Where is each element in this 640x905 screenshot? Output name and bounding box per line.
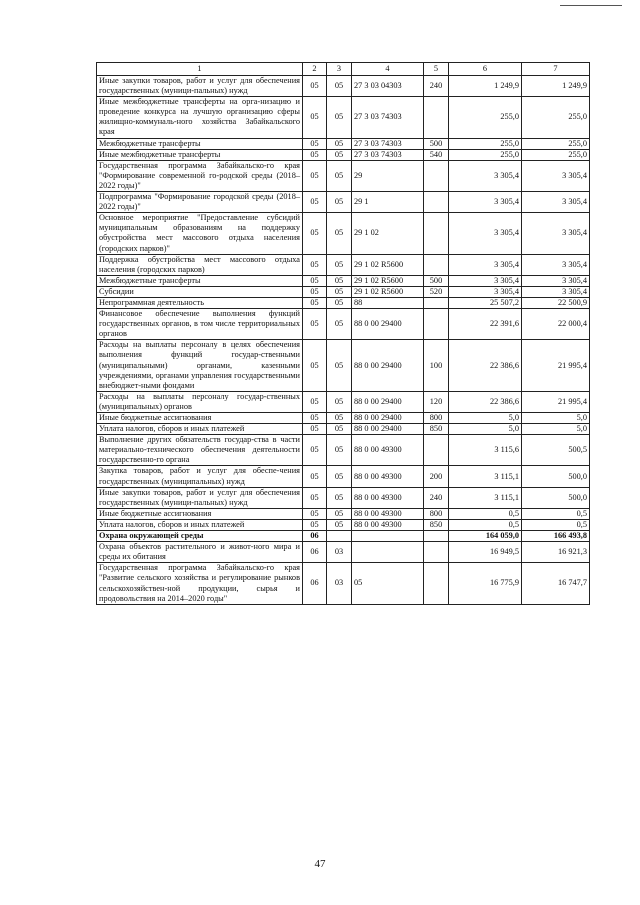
section-code: 05 xyxy=(303,508,327,519)
amount-year-1: 0,5 xyxy=(449,508,522,519)
amount-year-2: 3 305,4 xyxy=(522,275,590,286)
header-cell: 3 xyxy=(327,63,352,76)
table-row xyxy=(97,413,590,424)
section-code: 05 xyxy=(303,424,327,435)
target-article-code: 88 0 00 29400 xyxy=(352,309,424,340)
target-article-code: 88 0 00 29400 xyxy=(352,391,424,412)
row-name: Охрана объектов растительного и живот-ного мира и среды их обитания xyxy=(97,542,303,563)
section-code: 05 xyxy=(303,391,327,412)
expense-type-code: 120 xyxy=(424,391,449,412)
subsection-code: 05 xyxy=(327,466,352,487)
row-name: Закупка товаров, работ и услуг для обеспе-чения государственных (муниципальных) нужд xyxy=(97,466,303,487)
row-name: Основное мероприятие "Предоставление субсидий муниципальным образованиям на поддержку обустройства мест массового отдыха населения (городских парков)" xyxy=(97,213,303,254)
amount-year-1: 164 059,0 xyxy=(449,531,522,542)
table-row xyxy=(97,519,590,530)
expense-type-code: 850 xyxy=(424,424,449,435)
table-row xyxy=(97,275,590,286)
expense-type-code: 850 xyxy=(424,519,449,530)
table-row xyxy=(97,487,590,508)
table-row xyxy=(97,286,590,297)
table-row xyxy=(97,531,590,542)
expense-type-code: 520 xyxy=(424,286,449,297)
row-name: Непрограммная деятельность xyxy=(97,297,303,308)
section-code: 05 xyxy=(303,309,327,340)
target-article-code: 88 0 00 49300 xyxy=(352,487,424,508)
amount-year-1: 3 115,6 xyxy=(449,435,522,466)
amount-year-1: 3 115,1 xyxy=(449,487,522,508)
expense-type-code xyxy=(424,254,449,275)
subsection-code: 05 xyxy=(327,424,352,435)
amount-year-1: 25 507,2 xyxy=(449,297,522,308)
amount-year-1: 16 949,5 xyxy=(449,542,522,563)
subsection-code: 05 xyxy=(327,192,352,213)
section-code: 05 xyxy=(303,97,327,138)
section-code: 05 xyxy=(303,254,327,275)
target-article-code: 88 xyxy=(352,297,424,308)
section-code: 05 xyxy=(303,138,327,149)
target-article-code: 27 3 03 04303 xyxy=(352,76,424,97)
row-name: Выполнение других обязательств государ-ства в части материально-технического обеспечения деятельности государственно-го органа xyxy=(97,435,303,466)
section-code: 05 xyxy=(303,297,327,308)
top-rule xyxy=(560,5,622,6)
expense-type-code: 500 xyxy=(424,275,449,286)
subsection-code: 05 xyxy=(327,309,352,340)
expense-type-code: 540 xyxy=(424,149,449,160)
row-name: Финансовое обеспечение выполнения функций государственных органов, в том числе территориальных органов xyxy=(97,309,303,340)
header-cell: 6 xyxy=(449,63,522,76)
amount-year-1: 3 305,4 xyxy=(449,254,522,275)
header-cell: 5 xyxy=(424,63,449,76)
target-article-code: 88 0 00 49300 xyxy=(352,435,424,466)
target-article-code: 88 0 00 49300 xyxy=(352,519,424,530)
expense-type-code xyxy=(424,297,449,308)
header-row xyxy=(97,63,590,76)
section-code: 05 xyxy=(303,340,327,391)
amount-year-1: 3 305,4 xyxy=(449,213,522,254)
expense-type-code xyxy=(424,563,449,604)
row-name: Расходы на выплаты персоналу государ-ственных (муниципальных) органов xyxy=(97,391,303,412)
table-row xyxy=(97,76,590,97)
target-article-code xyxy=(352,542,424,563)
target-article-code: 29 1 02 xyxy=(352,213,424,254)
amount-year-2: 500,0 xyxy=(522,487,590,508)
amount-year-1: 1 249,9 xyxy=(449,76,522,97)
table-row xyxy=(97,508,590,519)
budget-table xyxy=(96,62,590,605)
row-name: Государственная программа Забайкальско-го края "Развитие сельского хозяйства и регулирование рынков сельскохозяйствен-ной продукции, сырья и продовольствия на 2014–2020 годы" xyxy=(97,563,303,604)
amount-year-2: 3 305,4 xyxy=(522,213,590,254)
table-row xyxy=(97,97,590,138)
amount-year-1: 255,0 xyxy=(449,149,522,160)
subsection-code xyxy=(327,531,352,542)
table-row xyxy=(97,297,590,308)
section-code: 06 xyxy=(303,542,327,563)
section-code: 06 xyxy=(303,531,327,542)
expense-type-code: 800 xyxy=(424,508,449,519)
amount-year-1: 255,0 xyxy=(449,138,522,149)
section-code: 05 xyxy=(303,275,327,286)
target-article-code xyxy=(352,531,424,542)
section-code: 05 xyxy=(303,160,327,191)
amount-year-1: 3 305,4 xyxy=(449,275,522,286)
subsection-code: 05 xyxy=(327,519,352,530)
amount-year-2: 22 000,4 xyxy=(522,309,590,340)
amount-year-2: 3 305,4 xyxy=(522,160,590,191)
subsection-code: 05 xyxy=(327,508,352,519)
expense-type-code xyxy=(424,435,449,466)
target-article-code: 27 3 03 74303 xyxy=(352,149,424,160)
target-article-code: 05 xyxy=(352,563,424,604)
amount-year-1: 5,0 xyxy=(449,413,522,424)
table-row xyxy=(97,149,590,160)
expense-type-code: 800 xyxy=(424,413,449,424)
row-name: Иные межбюджетные трансферты на орга-низацию и проведение конкурса на лучшую организацию сферы жилищно-коммуналь-ного хозяйства Забайкальского края xyxy=(97,97,303,138)
section-code: 05 xyxy=(303,149,327,160)
amount-year-2: 5,0 xyxy=(522,413,590,424)
row-name: Иные закупки товаров, работ и услуг для обеспечения государственных (муници-пальных) нужд xyxy=(97,76,303,97)
amount-year-1: 22 386,6 xyxy=(449,340,522,391)
subsection-code: 03 xyxy=(327,563,352,604)
expense-type-code: 100 xyxy=(424,340,449,391)
target-article-code: 29 1 xyxy=(352,192,424,213)
table-row xyxy=(97,424,590,435)
amount-year-1: 3 305,4 xyxy=(449,192,522,213)
amount-year-2: 166 493,8 xyxy=(522,531,590,542)
subsection-code: 05 xyxy=(327,435,352,466)
table-row xyxy=(97,138,590,149)
subsection-code: 05 xyxy=(327,254,352,275)
subsection-code: 03 xyxy=(327,542,352,563)
amount-year-2: 16 747,7 xyxy=(522,563,590,604)
amount-year-1: 16 775,9 xyxy=(449,563,522,604)
expense-type-code xyxy=(424,97,449,138)
subsection-code: 05 xyxy=(327,297,352,308)
subsection-code: 05 xyxy=(327,138,352,149)
section-code: 06 xyxy=(303,563,327,604)
row-name: Государственная программа Забайкальско-го края "Формирование современной го-родской среды (2018–2022 годы)" xyxy=(97,160,303,191)
amount-year-2: 255,0 xyxy=(522,138,590,149)
subsection-code: 05 xyxy=(327,286,352,297)
subsection-code: 05 xyxy=(327,391,352,412)
row-name: Иные закупки товаров, работ и услуг для обеспечения государственных (муници-пальных) нужд xyxy=(97,487,303,508)
row-name: Иные бюджетные ассигнования xyxy=(97,413,303,424)
row-name: Иные бюджетные ассигнования xyxy=(97,508,303,519)
target-article-code: 29 1 02 R5600 xyxy=(352,275,424,286)
amount-year-2: 255,0 xyxy=(522,149,590,160)
row-name: Поддержка обустройства мест массового отдыха населения (городских парков) xyxy=(97,254,303,275)
target-article-code: 88 0 00 49300 xyxy=(352,466,424,487)
section-code: 05 xyxy=(303,286,327,297)
target-article-code: 88 0 00 49300 xyxy=(352,508,424,519)
amount-year-2: 500,0 xyxy=(522,466,590,487)
expense-type-code: 500 xyxy=(424,138,449,149)
section-code: 05 xyxy=(303,76,327,97)
subsection-code: 05 xyxy=(327,275,352,286)
amount-year-1: 3 305,4 xyxy=(449,286,522,297)
amount-year-2: 1 249,9 xyxy=(522,76,590,97)
target-article-code: 29 1 02 R5600 xyxy=(352,254,424,275)
header-cell: 4 xyxy=(352,63,424,76)
row-name: Уплата налогов, сборов и иных платежей xyxy=(97,424,303,435)
amount-year-1: 0,5 xyxy=(449,519,522,530)
section-code: 05 xyxy=(303,413,327,424)
amount-year-2: 21 995,4 xyxy=(522,391,590,412)
amount-year-1: 22 386,6 xyxy=(449,391,522,412)
amount-year-2: 5,0 xyxy=(522,424,590,435)
subsection-code: 05 xyxy=(327,413,352,424)
amount-year-2: 16 921,3 xyxy=(522,542,590,563)
table-row xyxy=(97,391,590,412)
subsection-code: 05 xyxy=(327,213,352,254)
subsection-code: 05 xyxy=(327,340,352,391)
row-name: Субсидии xyxy=(97,286,303,297)
expense-type-code: 240 xyxy=(424,76,449,97)
amount-year-2: 3 305,4 xyxy=(522,192,590,213)
table-row xyxy=(97,192,590,213)
amount-year-1: 3 305,4 xyxy=(449,160,522,191)
expense-type-code: 200 xyxy=(424,466,449,487)
expense-type-code xyxy=(424,309,449,340)
amount-year-1: 22 391,6 xyxy=(449,309,522,340)
page-number: 47 xyxy=(314,858,326,870)
amount-year-2: 21 995,4 xyxy=(522,340,590,391)
budget-table-body xyxy=(97,63,590,605)
row-name: Уплата налогов, сборов и иных платежей xyxy=(97,519,303,530)
amount-year-1: 3 115,1 xyxy=(449,466,522,487)
table-row xyxy=(97,435,590,466)
expense-type-code xyxy=(424,160,449,191)
target-article-code: 29 xyxy=(352,160,424,191)
expense-type-code xyxy=(424,542,449,563)
subsection-code: 05 xyxy=(327,149,352,160)
amount-year-2: 500,5 xyxy=(522,435,590,466)
table-row xyxy=(97,340,590,391)
table-row xyxy=(97,254,590,275)
row-name: Подпрограмма "Формирование городской среды (2018–2022 годы)" xyxy=(97,192,303,213)
header-cell: 7 xyxy=(522,63,590,76)
section-code: 05 xyxy=(303,519,327,530)
header-cell: 1 xyxy=(97,63,303,76)
subsection-code: 05 xyxy=(327,487,352,508)
subsection-code: 05 xyxy=(327,76,352,97)
row-name: Охрана окружающей среды xyxy=(97,531,303,542)
table-row xyxy=(97,466,590,487)
row-name: Расходы на выплаты персоналу в целях обеспечения выполнения функций государ-ственными (муниципальными) органами, казенными учреждениями, органами управления государственными внебюджет-ными фондами xyxy=(97,340,303,391)
expense-type-code xyxy=(424,531,449,542)
row-name: Иные межбюджетные трансферты xyxy=(97,149,303,160)
header-cell: 2 xyxy=(303,63,327,76)
table-row xyxy=(97,309,590,340)
table-row xyxy=(97,213,590,254)
table-row xyxy=(97,542,590,563)
amount-year-1: 5,0 xyxy=(449,424,522,435)
section-code: 05 xyxy=(303,213,327,254)
row-name: Межбюджетные трансферты xyxy=(97,275,303,286)
amount-year-2: 22 500,9 xyxy=(522,297,590,308)
target-article-code: 29 1 02 R5600 xyxy=(352,286,424,297)
expense-type-code xyxy=(424,213,449,254)
table-row xyxy=(97,563,590,604)
target-article-code: 27 3 03 74303 xyxy=(352,138,424,149)
expense-type-code xyxy=(424,192,449,213)
target-article-code: 88 0 00 29400 xyxy=(352,424,424,435)
amount-year-2: 0,5 xyxy=(522,519,590,530)
amount-year-1: 255,0 xyxy=(449,97,522,138)
subsection-code: 05 xyxy=(327,160,352,191)
target-article-code: 88 0 00 29400 xyxy=(352,413,424,424)
section-code: 05 xyxy=(303,192,327,213)
row-name: Межбюджетные трансферты xyxy=(97,138,303,149)
target-article-code: 88 0 00 29400 xyxy=(352,340,424,391)
subsection-code: 05 xyxy=(327,97,352,138)
amount-year-2: 255,0 xyxy=(522,97,590,138)
expense-type-code: 240 xyxy=(424,487,449,508)
table-row xyxy=(97,160,590,191)
target-article-code: 27 3 03 74303 xyxy=(352,97,424,138)
amount-year-2: 0,5 xyxy=(522,508,590,519)
amount-year-2: 3 305,4 xyxy=(522,254,590,275)
section-code: 05 xyxy=(303,435,327,466)
amount-year-2: 3 305,4 xyxy=(522,286,590,297)
section-code: 05 xyxy=(303,466,327,487)
section-code: 05 xyxy=(303,487,327,508)
